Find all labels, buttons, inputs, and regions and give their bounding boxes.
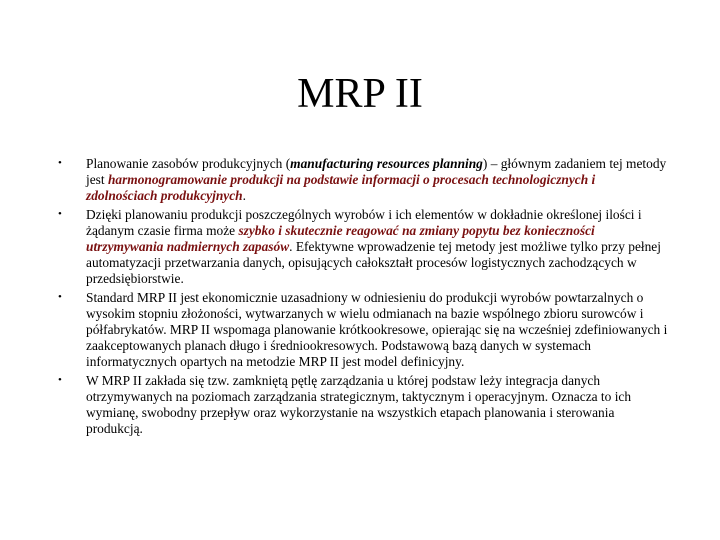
bullet-text: . Efektywne wprowadzenie tej metody jest możliwe tylko przy pełnej automatyzacji przetwarzania danych, opisujących całokształt procesów logistycznych zachodzących w przedsiębiorstwie.: [86, 238, 661, 286]
bullet-text: Standard MRP II jest ekonomicznie uzasadniony w odniesieniu do produkcji wyrobów powtarzalnych o wysokim stopniu złożoności, wytwarzanych w wielu odmianach na bazie wspólnego zbioru surowców i półfabrykatów. MRP II wspomaga planowanie krótkookresowe, opierając się na wcześniej zdefiniowanych i zaakceptowanych planach długo i średniookresowych. Podstawową bazą danych w systemach informatycznych opartych na metodzie MRP II jest model definicyjny.: [86, 290, 668, 369]
bullet-text: .: [242, 187, 246, 203]
bullet-text: Planowanie zasobów produkcyjnych (: [86, 156, 291, 171]
bullet-list: [58, 156, 668, 437]
italic-term: manufacturing resources planning: [290, 156, 483, 171]
slide-title: MRP II: [297, 71, 423, 117]
bullet-dot-icon: •: [58, 374, 62, 387]
bullet-item: [58, 156, 668, 203]
bullet-item: [58, 207, 668, 286]
emphasized-text: harmonogramowanie produkcji na podstawie informacji o procesach technologicznych i zdolnościach produkcyjnych: [86, 171, 596, 203]
bullet-dot-icon: •: [58, 291, 62, 304]
emphasized-text: szybko i skutecznie reagować na zmiany popytu bez konieczności utrzymywania nadmiernych zapasów: [86, 223, 595, 254]
bullet-text: W MRP II zakłada się tzw. zamkniętą pętlę zarządzania u której podstaw leży integracja danych otrzymywanych na poziomach zarządzania strategicznym, taktycznym i operacyjnym. Oznacza to ich wymianę, swobodny przepływ oraz wykorzystanie na wszystkich etapach planowania i sterowania produkcją.: [86, 373, 632, 436]
bullet-item: [58, 373, 668, 436]
bullet-dot-icon: •: [58, 157, 62, 169]
bullet-dot-icon: •: [58, 208, 62, 221]
bullet-text: ) – głównym zadaniem tej metody jest: [86, 156, 667, 187]
bullet-text: Dzięki planowaniu produkcji poszczególnych wyrobów i ich elementów w dokładnie określonej ilości i żądanym czasie firma może: [86, 207, 642, 239]
bullet-item: [58, 290, 668, 369]
